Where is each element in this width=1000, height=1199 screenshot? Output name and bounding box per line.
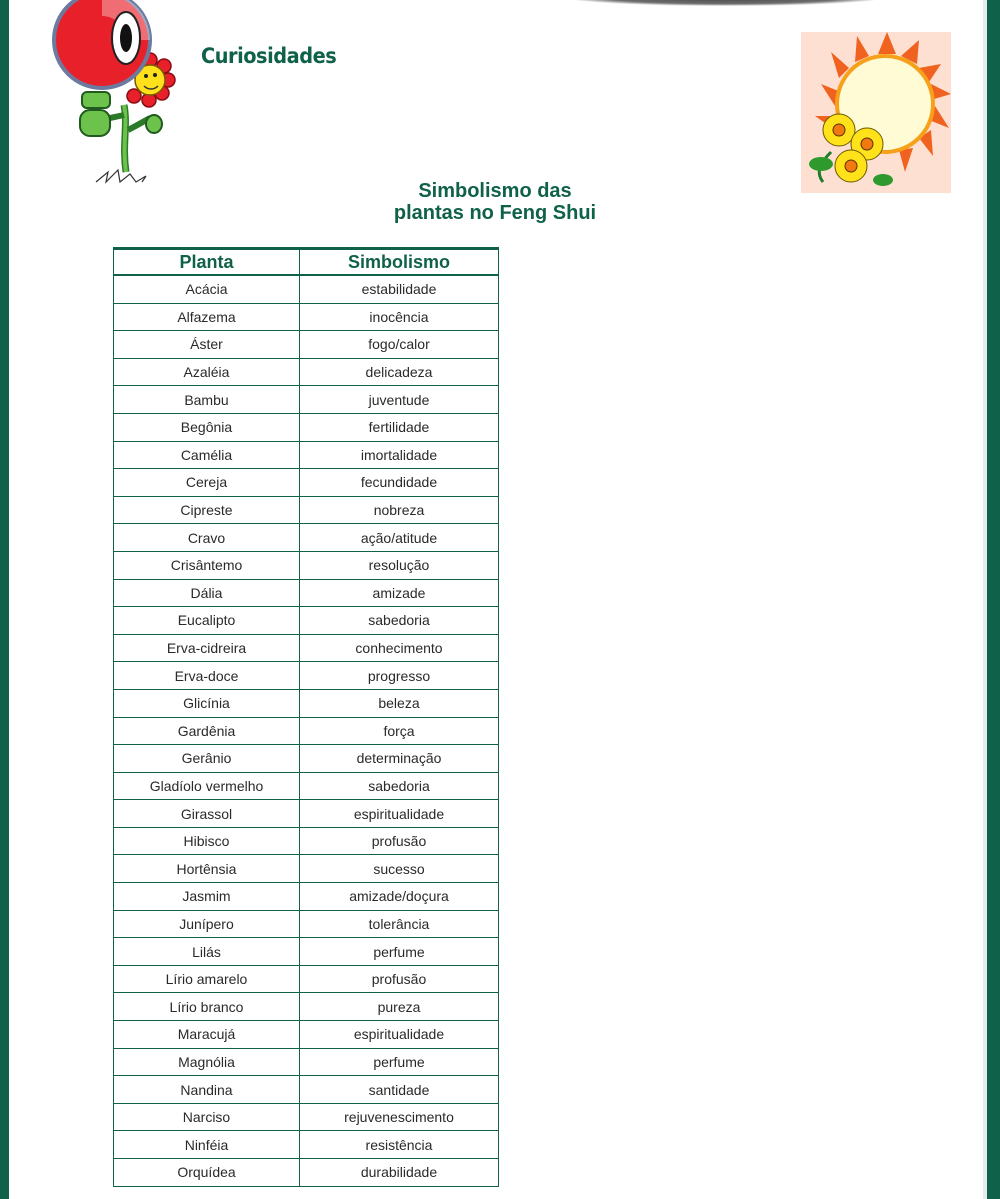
- cell-symbolism: conhecimento: [300, 634, 499, 662]
- column-header-plant: Planta: [114, 249, 300, 276]
- cell-plant: Cravo: [114, 524, 300, 552]
- table-row: [114, 634, 499, 662]
- cell-plant: Hibisco: [114, 827, 300, 855]
- cell-plant: Gardênia: [114, 717, 300, 745]
- table-header-row: [114, 249, 499, 276]
- cell-plant: Lírio amarelo: [114, 965, 300, 993]
- cell-symbolism: nobreza: [300, 496, 499, 524]
- cell-plant: Jasmim: [114, 883, 300, 911]
- cell-symbolism: perfume: [300, 1048, 499, 1076]
- table-row: [114, 607, 499, 635]
- table-row: [114, 496, 499, 524]
- cell-symbolism: amizade: [300, 579, 499, 607]
- cell-plant: Nandina: [114, 1076, 300, 1104]
- cell-symbolism: inocência: [300, 303, 499, 331]
- cell-symbolism: resistência: [300, 1131, 499, 1159]
- cell-plant: Camélia: [114, 441, 300, 469]
- cell-plant: Lírio branco: [114, 993, 300, 1021]
- table-row: [114, 1131, 499, 1159]
- table-row: [114, 358, 499, 386]
- table-row: [114, 965, 499, 993]
- cell-plant: Orquídea: [114, 1159, 300, 1187]
- cell-symbolism: perfume: [300, 938, 499, 966]
- cell-plant: Begônia: [114, 413, 300, 441]
- cell-plant: Cereja: [114, 469, 300, 497]
- table-row: [114, 441, 499, 469]
- table-row: [114, 717, 499, 745]
- page-border-right: [987, 0, 1000, 1199]
- cell-symbolism: imortalidade: [300, 441, 499, 469]
- table-row: [114, 662, 499, 690]
- table-row: [114, 855, 499, 883]
- cell-symbolism: durabilidade: [300, 1159, 499, 1187]
- cell-symbolism: tolerância: [300, 910, 499, 938]
- page-heading-line2: plantas no Feng Shui: [393, 202, 597, 224]
- cell-plant: Maracujá: [114, 1021, 300, 1049]
- table-row: [114, 910, 499, 938]
- cell-plant: Eucalipto: [114, 607, 300, 635]
- cell-symbolism: pureza: [300, 993, 499, 1021]
- cell-plant: Azaléia: [114, 358, 300, 386]
- table-body: [114, 275, 499, 1186]
- cell-plant: Erva-doce: [114, 662, 300, 690]
- table-row: [114, 1048, 499, 1076]
- table-row: [114, 303, 499, 331]
- cell-symbolism: profusão: [300, 965, 499, 993]
- header-shadow: [560, 0, 890, 6]
- cell-plant: Hortênsia: [114, 855, 300, 883]
- table-row: [114, 745, 499, 773]
- mascot-magnifier-flower-illustration: [46, 0, 176, 186]
- cell-plant: Erva-cidreira: [114, 634, 300, 662]
- cell-plant: Glicínia: [114, 689, 300, 717]
- table-row: [114, 772, 499, 800]
- cell-plant: Cipreste: [114, 496, 300, 524]
- table-row: [114, 551, 499, 579]
- cell-plant: Crisântemo: [114, 551, 300, 579]
- cell-symbolism: determinação: [300, 745, 499, 773]
- table-row: [114, 1159, 499, 1187]
- table-row: [114, 1103, 499, 1131]
- table-row: [114, 827, 499, 855]
- cell-plant: Magnólia: [114, 1048, 300, 1076]
- table-row: [114, 800, 499, 828]
- table-row: [114, 993, 499, 1021]
- column-header-symbolism: Simbolismo: [300, 249, 499, 276]
- cell-symbolism: espiritualidade: [300, 1021, 499, 1049]
- cell-symbolism: sabedoria: [300, 772, 499, 800]
- cell-symbolism: fogo/calor: [300, 331, 499, 359]
- table-row: [114, 938, 499, 966]
- cell-symbolism: ação/atitude: [300, 524, 499, 552]
- plant-symbolism-table: [113, 247, 499, 1187]
- table-row: [114, 413, 499, 441]
- cell-symbolism: estabilidade: [300, 275, 499, 303]
- cell-symbolism: rejuvenescimento: [300, 1103, 499, 1131]
- cell-symbolism: fecundidade: [300, 469, 499, 497]
- table-row: [114, 689, 499, 717]
- cell-plant: Alfazema: [114, 303, 300, 331]
- cell-symbolism: força: [300, 717, 499, 745]
- table-row: [114, 275, 499, 303]
- cell-symbolism: juventude: [300, 386, 499, 414]
- cell-symbolism: resolução: [300, 551, 499, 579]
- cell-symbolism: progresso: [300, 662, 499, 690]
- cell-plant: Gerânio: [114, 745, 300, 773]
- cell-plant: Narciso: [114, 1103, 300, 1131]
- cell-symbolism: sabedoria: [300, 607, 499, 635]
- page-heading: [370, 180, 620, 224]
- cell-plant: Áster: [114, 331, 300, 359]
- cell-plant: Ninféia: [114, 1131, 300, 1159]
- table-row: [114, 1076, 499, 1104]
- table-row: [114, 386, 499, 414]
- sun-sunflowers-illustration: [801, 32, 951, 193]
- table-row: [114, 524, 499, 552]
- cell-plant: Dália: [114, 579, 300, 607]
- cell-symbolism: fertilidade: [300, 413, 499, 441]
- cell-symbolism: santidade: [300, 1076, 499, 1104]
- cell-symbolism: profusão: [300, 827, 499, 855]
- cell-plant: Gladíolo vermelho: [114, 772, 300, 800]
- section-title: Curiosidades: [201, 44, 337, 68]
- cell-plant: Girassol: [114, 800, 300, 828]
- cell-plant: Junípero: [114, 910, 300, 938]
- page-border-left: [0, 0, 9, 1199]
- cell-plant: Lilás: [114, 938, 300, 966]
- page-heading-line1: Simbolismo das: [418, 180, 572, 202]
- sun-icon: [801, 32, 951, 193]
- table-row: [114, 469, 499, 497]
- table-row: [114, 579, 499, 607]
- cell-symbolism: delicadeza: [300, 358, 499, 386]
- cell-symbolism: amizade/doçura: [300, 883, 499, 911]
- table-row: [114, 331, 499, 359]
- cell-symbolism: sucesso: [300, 855, 499, 883]
- table-row: [114, 1021, 499, 1049]
- cell-plant: Bambu: [114, 386, 300, 414]
- cell-plant: Acácia: [114, 275, 300, 303]
- table-row: [114, 883, 499, 911]
- cell-symbolism: espiritualidade: [300, 800, 499, 828]
- cell-symbolism: beleza: [300, 689, 499, 717]
